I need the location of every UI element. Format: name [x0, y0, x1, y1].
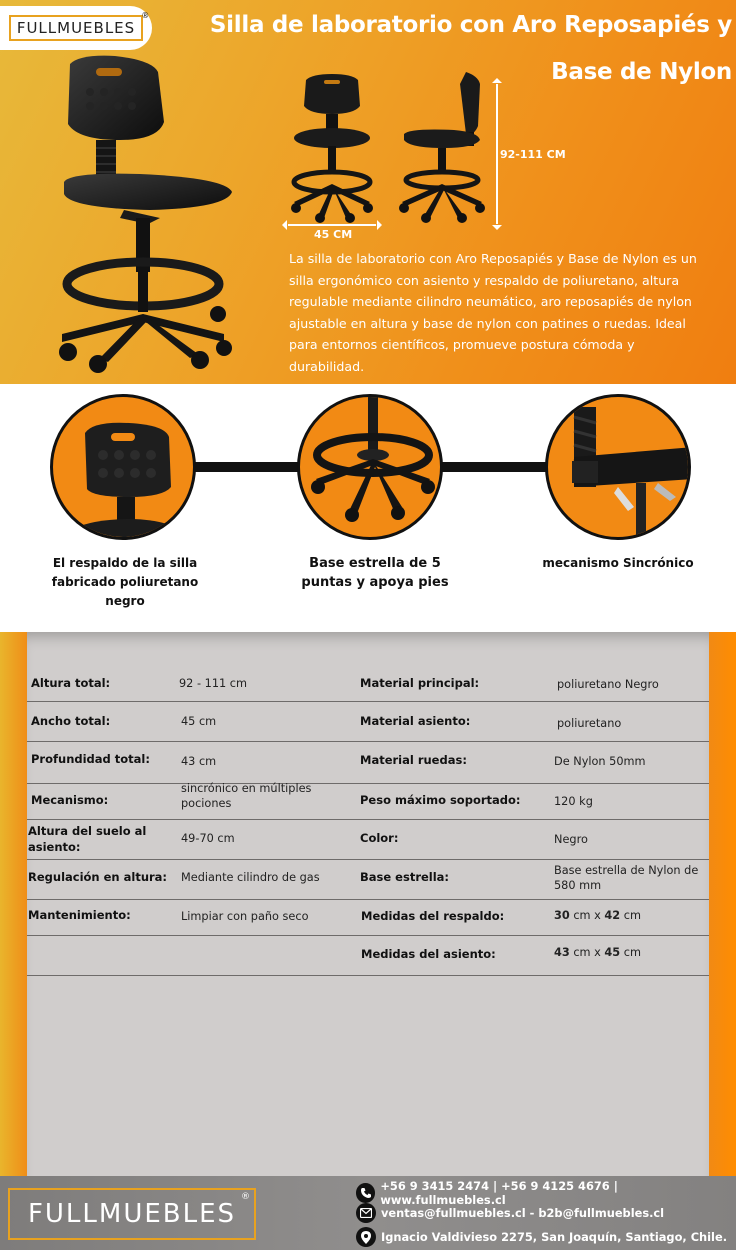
contact-email[interactable] — [356, 1203, 664, 1223]
spec-label: Medidas del asiento: — [361, 947, 496, 961]
spec-label: Material asiento: — [360, 714, 471, 728]
spec-value: poliuretano Negro — [557, 678, 659, 691]
brand-name: FULLMUEBLES — [16, 19, 136, 37]
spec-label: Altura del suelo al asiento: — [28, 824, 147, 854]
footer-brand-name: FULLMUEBLES — [27, 1199, 237, 1229]
spec-value-number: 42 — [604, 909, 621, 922]
spec-value-number: 30 — [554, 909, 570, 922]
feature-base-image — [297, 394, 443, 540]
spec-value — [554, 908, 704, 923]
spec-label: Profundidad total: — [31, 752, 150, 766]
mail-icon — [356, 1203, 376, 1223]
spec-value: sincrónico en múltiples pociones — [181, 782, 312, 810]
spec-value-text: cm — [620, 909, 641, 922]
chair-side-view-image — [394, 70, 494, 226]
spec-value: Base estrella de Nylon de 580 mm — [554, 864, 699, 892]
registered-mark: ® — [141, 11, 151, 20]
chair-front-view-image — [284, 72, 380, 224]
spec-label: Altura total: — [31, 676, 111, 690]
chair-main-image — [40, 52, 240, 374]
spec-row — [27, 664, 709, 702]
feature-label-mechanism: mecanismo Sincrónico — [542, 556, 694, 570]
spec-label: Base estrella: — [360, 870, 450, 884]
spec-label: Mantenimiento: — [28, 908, 131, 922]
header-logo[interactable] — [0, 6, 152, 50]
contact-phone-text: +56 9 3415 2474 | +56 9 4125 4676 | www.fullmuebles.cl — [380, 1179, 618, 1207]
spec-value — [554, 945, 704, 960]
spec-value: 92 - 111 cm — [179, 677, 248, 690]
feature-label-backrest: El respaldo de la silla fabricado poliuretano negro — [51, 556, 199, 608]
spec-label: Color: — [360, 831, 399, 845]
height-dimension-label: 92-111 CM — [500, 148, 566, 161]
spec-value-number: 43 — [554, 946, 570, 959]
hero-banner — [0, 0, 736, 384]
spec-value: 43 cm — [181, 755, 217, 768]
spec-row — [27, 900, 709, 936]
spec-row — [27, 702, 709, 742]
footer-logo[interactable] — [8, 1188, 256, 1240]
spec-row — [27, 860, 709, 900]
height-arrow — [496, 84, 498, 224]
feature-backrest-image — [50, 394, 196, 540]
width-arrow — [288, 224, 376, 226]
spec-label: Medidas del respaldo: — [361, 909, 505, 923]
feature-label-base: Base estrella de 5 puntas y apoya pies — [301, 556, 449, 590]
spec-value: Negro — [554, 833, 588, 846]
spec-label: Material principal: — [360, 676, 480, 690]
spec-value-text: cm — [620, 946, 641, 959]
product-title: Silla de laboratorio con Aro Reposapiés y Base de Nylon — [209, 12, 732, 85]
spec-value: poliuretano — [557, 717, 622, 730]
features-section — [0, 384, 736, 632]
width-dimension-label: 45 CM — [314, 228, 353, 241]
contact-address[interactable] — [356, 1227, 727, 1247]
spec-value-number: 45 — [604, 946, 621, 959]
spec-row — [27, 742, 709, 784]
footer-registered-mark: ® — [241, 1192, 252, 1202]
spec-row — [27, 820, 709, 860]
phone-icon — [356, 1183, 375, 1203]
location-pin-icon — [356, 1227, 376, 1247]
spec-value: 45 cm — [181, 715, 217, 728]
spec-label: Regulación en altura: — [28, 870, 168, 884]
spec-value: Mediante cilindro de gas — [181, 871, 320, 884]
spec-value: Limpiar con paño seco — [181, 910, 309, 923]
spec-value: 49-70 cm — [181, 832, 235, 845]
spec-value: De Nylon 50mm — [554, 755, 646, 768]
spec-label: Peso máximo soportado: — [360, 793, 521, 807]
contact-address-text: Ignacio Valdivieso 2275, San Joaquín, Santiago, Chile. — [381, 1230, 728, 1244]
spec-label: Ancho total: — [31, 714, 111, 728]
feature-mechanism-image — [545, 394, 691, 540]
contact-email-text: ventas@fullmuebles.cl - b2b@fullmuebles.cl — [381, 1206, 665, 1220]
product-description: La silla de laboratorio con Aro Reposapiés y Base de Nylon es un silla ergonómico con asiento y respaldo de poliuretano, altura regulable mediante cilindro neumático, aro reposapiés de nylon ajustable en altura y base de nylon con patines o ruedas. Ideal para entornos científicos, promueve postura cómoda y durabilidad. — [289, 251, 697, 374]
spec-value-text: cm x — [569, 946, 605, 959]
spec-value-text: cm x — [569, 909, 605, 922]
footer — [0, 1176, 736, 1250]
spec-row — [27, 936, 709, 976]
spec-row — [27, 784, 709, 820]
spec-label: Material ruedas: — [360, 753, 467, 767]
spec-label: Mecanismo: — [31, 793, 109, 807]
spec-value: 120 kg — [554, 795, 593, 808]
